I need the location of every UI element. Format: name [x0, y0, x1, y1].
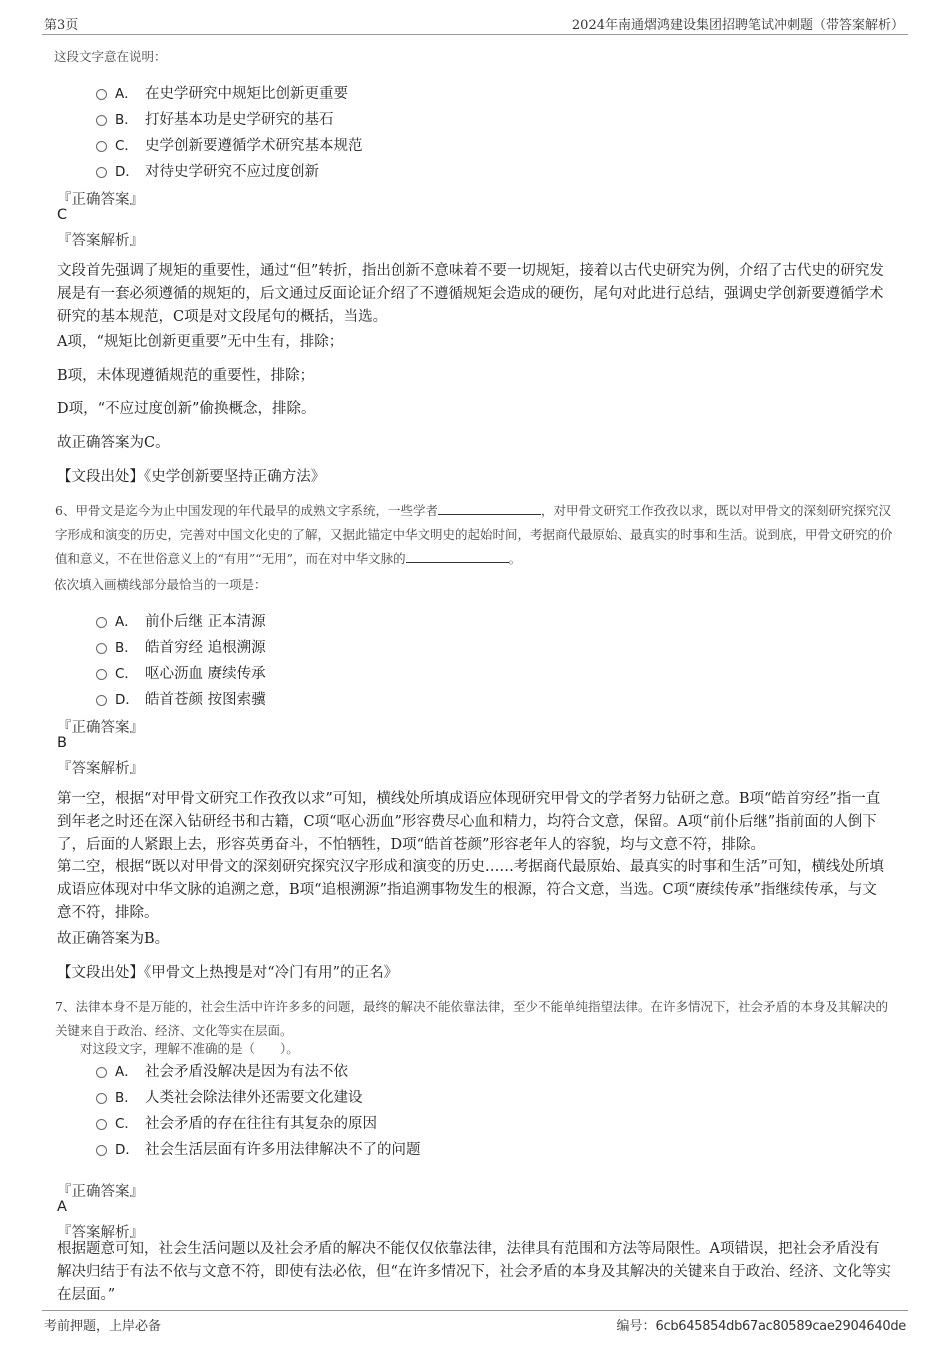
q6-option-b[interactable]: B． 皓首穷经 追根溯源: [96, 634, 266, 658]
fill-blank-1[interactable]: [438, 502, 541, 515]
q5-option-c[interactable]: C． 史学创新要遵循学术研究基本规范: [96, 132, 363, 156]
q7-option-d[interactable]: D． 社会生活层面有许多用法律解决不了的问题: [96, 1136, 421, 1160]
q7-answer-label: 『正确答案』: [57, 1184, 144, 1200]
q7-analysis: 根据题意可知，社会生活问题以及社会矛盾的解决不能仅仅依靠法律，法律具有范围和方法等局限性。A项错误，把社会矛盾没有解决归结于有法不依与文意不符，即使有法必依，但“在许多情况下，社会矛盾的本身及其解决的关键来自于政治、经济、文化等实在层面。”: [57, 1241, 891, 1303]
radio-icon[interactable]: [96, 89, 107, 100]
q5-analysis-b: B项，未体现遵循规范的重要性，排除；: [57, 368, 315, 384]
document-title: 2024年南通熠鸿建设集团招聘笔试冲刺题（带答案解析）: [571, 18, 904, 33]
radio-icon[interactable]: [96, 617, 107, 628]
q5-analysis-a: A项，“规矩比创新更重要”无中生有，排除；: [57, 334, 344, 350]
radio-icon[interactable]: [96, 695, 107, 706]
q6-answer-label: 『正确答案』: [57, 720, 144, 736]
q5-option-a[interactable]: A． 在史学研究中规矩比创新更重要: [96, 80, 348, 104]
q6-analysis-label: 『答案解析』: [57, 761, 144, 777]
q5-conclusion: 故正确答案为C。: [57, 435, 170, 451]
radio-icon[interactable]: [96, 1145, 107, 1156]
q5-answer: C: [57, 207, 68, 223]
q5-analysis-d: D项，“不应过度创新”偷换概念，排除。: [57, 401, 316, 417]
footer-slogan: 考前押题，上岸必备: [44, 1319, 162, 1334]
q6-analysis-blank1: 第一空，根据“对甲骨文研究工作孜孜以求”可知，横线处所填成语应体现研究甲骨文的学者努力钻研之意。B项“皓首穷经”指一直到年老之时还在深入钻研经书和古籍，C项“呕心沥血”形容费尽心血和精力，均符合文意，保留。A项“前仆后继”指前面的人倒下了，后面的人紧跟上去，形容英勇奋斗，不怕牺牲，D项“皓首苍颜”形容老年人的容貌，均与文意不符，排除。: [57, 791, 881, 853]
q5-option-d[interactable]: D． 对待史学研究不应过度创新: [96, 158, 319, 182]
q6-analysis-blank2: 第二空，根据“既以对甲骨文的深刻研究探究汉字形成和演变的历史……考据商代最原始、最真实的时事和生活”可知，横线处所填成语应体现对中华文脉的追溯之意，B项“追根溯源”指追溯事物发生的根源，符合文意，当选。C项“赓续传承”指继续传承，与文意不符，排除。: [57, 859, 884, 921]
q7-instruction: 对这段文字，理解不准确的是（ ）。: [80, 1041, 299, 1056]
q7-option-a[interactable]: A． 社会矛盾没解决是因为有法不依: [96, 1058, 348, 1082]
radio-icon[interactable]: [96, 1067, 107, 1078]
page-number: 第3页: [44, 18, 79, 33]
radio-icon[interactable]: [96, 643, 107, 654]
q6-conclusion: 故正确答案为B。: [57, 931, 170, 947]
q7-option-c[interactable]: C． 社会矛盾的存在往往有其复杂的原因: [96, 1110, 377, 1134]
q5-analysis-label: 『答案解析』: [57, 233, 144, 249]
header-rule: [42, 34, 908, 35]
radio-icon[interactable]: [96, 669, 107, 680]
radio-icon[interactable]: [96, 167, 107, 178]
q7-answer: A: [57, 1199, 67, 1215]
q5-answer-label: 『正确答案』: [57, 192, 144, 208]
radio-icon[interactable]: [96, 141, 107, 152]
q5-source: 【文段出处】《史学创新要坚持正确方法》: [57, 469, 326, 485]
q6-option-c[interactable]: C． 呕心沥血 赓续传承: [96, 660, 266, 684]
q7-analysis-label: 『答案解析』: [57, 1225, 144, 1241]
q7-stem: 7、法律本身不是万能的，社会生活中许许多多的问题，最终的解决不能依靠法律，至少不能单纯指望法律。在许多情况下，社会矛盾的本身及其解决的关键来自于政治、经济、文化等实在层面。: [55, 999, 888, 1038]
radio-icon[interactable]: [96, 1093, 107, 1104]
q6-instruction: 依次填入画横线部分最恰当的一项是：: [54, 577, 267, 592]
q6-answer: B: [57, 735, 67, 751]
document-code: 编号：6cb645854db67ac80589cae2904640de: [616, 1319, 906, 1334]
footer-rule: [42, 1310, 908, 1311]
q7-option-b[interactable]: B． 人类社会除法律外还需要文化建设: [96, 1084, 363, 1108]
radio-icon[interactable]: [96, 115, 107, 126]
q5-stem-tail: 这段文字意在说明：: [54, 49, 167, 64]
q6-option-d[interactable]: D． 皓首苍颜 按图索骥: [96, 686, 266, 710]
fill-blank-2[interactable]: [406, 550, 509, 563]
q5-analysis-para: 文段首先强调了规矩的重要性，通过“但”转折，指出创新不意味着不要一切规矩，接着以古代史研究为例，介绍了古代史的研究发展是有一套必须遵循的规矩的，后文通过反面论证介绍了不遵循规矩会造成的硬伤，尾句对此进行总结，强调史学创新要遵循学术研究的基本规范，C项是对文段尾句的概括，当选。: [57, 263, 884, 325]
q5-option-b[interactable]: B． 打好基本功是史学研究的基石: [96, 106, 334, 130]
q6-option-a[interactable]: A． 前仆后继 正本清源: [96, 608, 266, 632]
radio-icon[interactable]: [96, 1119, 107, 1130]
q6-stem: 6、甲骨文是迄今为止中国发现的年代最早的成熟文字系统，一些学者 ，对甲骨文研究工作孜孜以求，既以对甲骨文的深刻研究探究汉字形成和演变的历史，完善对中国文化史的了解，又据此锚定中华文明史的起始时间，考据商代最原始、最真实的时事和生活。说到底，甲骨文研究的价值和意义，不在世俗意义上的“有用”“无用”，而在对中华文脉的 。: [55, 503, 893, 566]
q6-source: 【文段出处】《甲骨文上热搜是对“冷门有用”的正名》: [57, 965, 399, 981]
